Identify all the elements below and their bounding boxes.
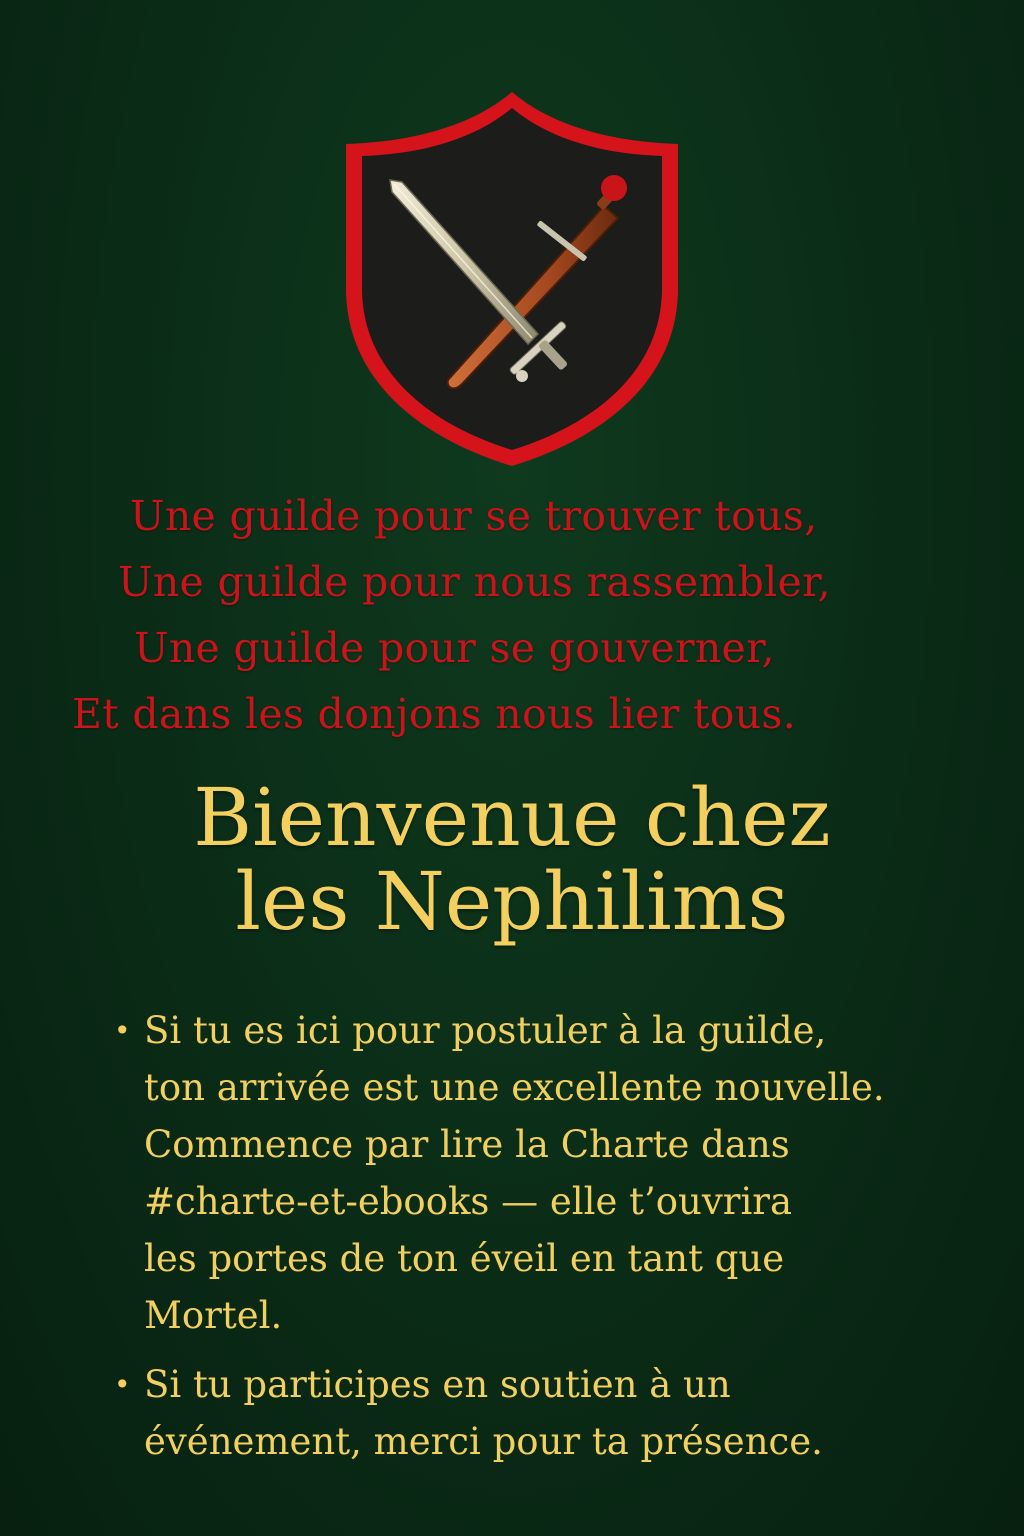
bullet-text-line: Si tu es ici pour postuler à la guilde, <box>144 1009 827 1052</box>
guild-crest-icon <box>342 88 682 470</box>
bullet-icon: • <box>114 1368 131 1401</box>
title-line: Bienvenue chez <box>193 771 831 864</box>
list-item <box>112 1002 1012 1344</box>
shield-icon <box>346 92 678 466</box>
bullet-text-line: événement, merci pour ta présence. <box>144 1420 823 1463</box>
info-list <box>112 1002 1012 1470</box>
bullet-text-line: Mortel. <box>144 1294 283 1337</box>
list-item <box>112 1356 1012 1470</box>
bullet-text-line: #charte-et-ebooks — elle t’ouvrira <box>144 1180 793 1223</box>
bullet-text-line: ton arrivée est une excellente nouvelle. <box>144 1066 885 1109</box>
bullet-text-line: les portes de ton éveil en tant que <box>144 1237 785 1280</box>
poem-line: Et dans les donjons nous lier tous. <box>72 690 797 738</box>
bullet-icon: • <box>114 1014 131 1047</box>
bullet-text-line: Commence par lire la Charte dans <box>144 1123 790 1166</box>
poem-line: Une guilde pour se gouverner, <box>134 624 775 672</box>
poem-line: Une guilde pour nous rassembler, <box>118 558 831 606</box>
poem-line: Une guilde pour se trouver tous, <box>130 492 818 540</box>
bullet-text-line: Si tu participes en soutien à un <box>144 1363 731 1406</box>
title-line: les Nephilims <box>235 855 789 948</box>
welcome-title <box>0 771 1024 948</box>
